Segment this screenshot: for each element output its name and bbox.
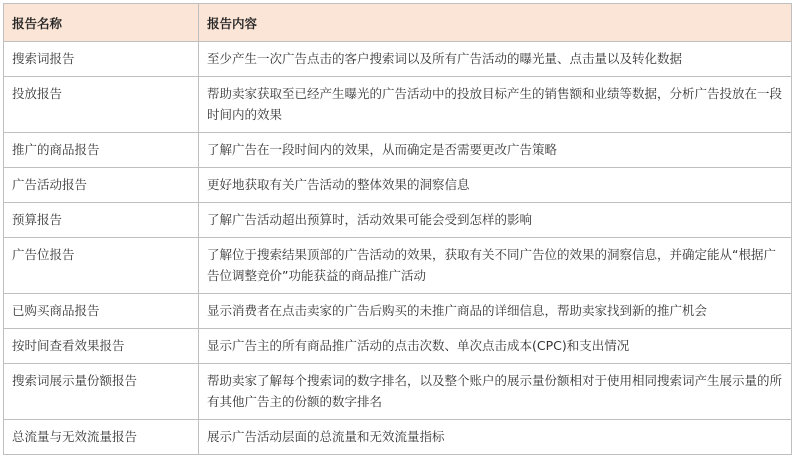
report-content-cell: 显示广告主的所有商品推广活动的点击次数、单次点击成本(CPC)和支出情况 bbox=[199, 329, 792, 364]
report-content-cell: 展示广告活动层面的总流量和无效流量指标 bbox=[199, 420, 792, 455]
report-name-cell: 广告活动报告 bbox=[4, 168, 199, 203]
table-row bbox=[4, 77, 792, 133]
report-content-cell: 更好地获取有关广告活动的整体效果的洞察信息 bbox=[199, 168, 792, 203]
report-name-cell: 已购买商品报告 bbox=[4, 294, 199, 329]
table-row bbox=[4, 420, 792, 455]
report-name-cell: 推广的商品报告 bbox=[4, 133, 199, 168]
report-table bbox=[3, 3, 792, 455]
table-row bbox=[4, 294, 792, 329]
report-content-cell: 帮助卖家了解每个搜索词的数字排名，以及整个账户的展示量份额相对于使用相同搜索词产生展示量的所有其他广告主的份额的数字排名 bbox=[199, 364, 792, 420]
report-name-cell: 总流量与无效流量报告 bbox=[4, 420, 199, 455]
report-name-cell: 搜索词报告 bbox=[4, 42, 199, 77]
table-row bbox=[4, 238, 792, 294]
report-name-cell: 预算报告 bbox=[4, 203, 199, 238]
report-content-cell: 了解广告在一段时间内的效果，从而确定是否需要更改广告策略 bbox=[199, 133, 792, 168]
column-header-report-content: 报告内容 bbox=[199, 4, 792, 42]
table-row bbox=[4, 168, 792, 203]
report-content-cell: 了解广告活动超出预算时，活动效果可能会受到怎样的影响 bbox=[199, 203, 792, 238]
report-name-cell: 按时间查看效果报告 bbox=[4, 329, 199, 364]
table-row bbox=[4, 203, 792, 238]
table-row bbox=[4, 364, 792, 420]
table-header-row bbox=[4, 4, 792, 42]
report-content-cell: 至少产生一次广告点击的客户搜索词以及所有广告活动的曝光量、点击量以及转化数据 bbox=[199, 42, 792, 77]
report-name-cell: 广告位报告 bbox=[4, 238, 199, 294]
column-header-report-name: 报告名称 bbox=[4, 4, 199, 42]
report-name-cell: 搜索词展示量份额报告 bbox=[4, 364, 199, 420]
table-row bbox=[4, 42, 792, 77]
report-content-cell: 帮助卖家获取至已经产生曝光的广告活动中的投放目标产生的销售额和业绩等数据，分析广告投放在一段时间内的效果 bbox=[199, 77, 792, 133]
report-content-cell: 显示消费者在点击卖家的广告后购买的未推广商品的详细信息，帮助卖家找到新的推广机会 bbox=[199, 294, 792, 329]
report-content-cell: 了解位于搜索结果顶部的广告活动的效果，获取有关不同广告位的效果的洞察信息，并确定能从“根据广告位调整竞价”功能获益的商品推广活动 bbox=[199, 238, 792, 294]
report-name-cell: 投放报告 bbox=[4, 77, 199, 133]
table-row bbox=[4, 133, 792, 168]
table-row bbox=[4, 329, 792, 364]
